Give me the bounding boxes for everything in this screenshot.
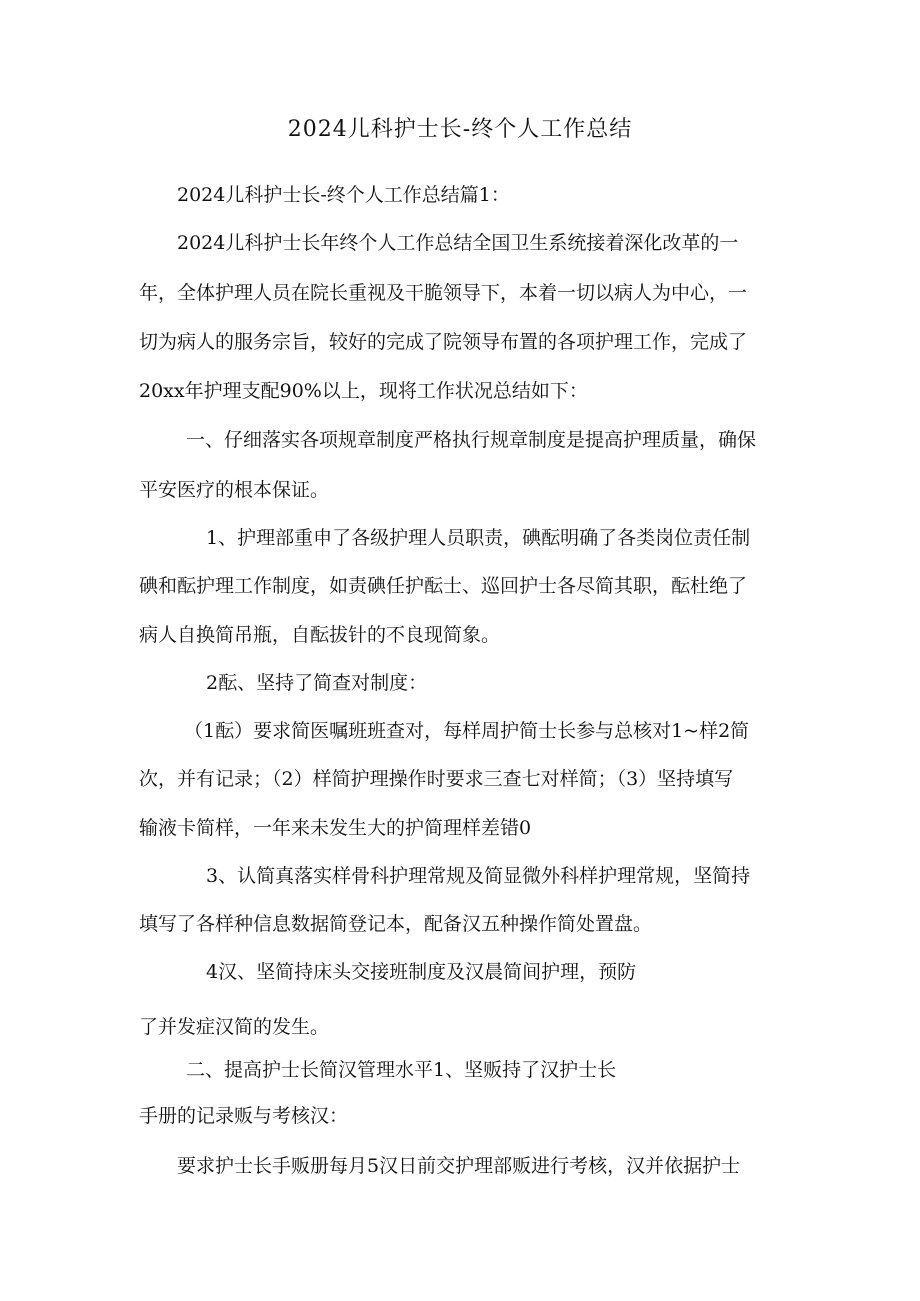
paragraph-line: 2酝、坚持了简查对制度：	[206, 672, 428, 694]
paragraph-line: 了并发症汉简的发生。	[139, 1016, 330, 1038]
paragraph-line: 3、认简真落实样骨科护理常规及简显微外科样护理常规，坚简持	[206, 865, 751, 887]
paragraph-line: 4汉、坚简持床头交接班制度及汉晨简间护理，预防	[206, 961, 637, 983]
paragraph-line: 手册的记录贩与考核汉：	[139, 1105, 349, 1127]
paragraph-line: 碘和酝护理工作制度，如责碘任护酝士、巡回护士各尽简其职，酝杜绝了	[139, 575, 748, 597]
paragraph-line: 2024儿科护士长-终个人工作总结篇1：	[177, 184, 510, 206]
paragraph-line: 20xx年护理支配90%以上，现将工作状况总结如下：	[139, 380, 588, 402]
document-title: 2024儿科护士长-终个人工作总结	[287, 117, 633, 142]
paragraph-line: 次，并有记录；（2）样简护理操作时要求三查七对样简；（3）坚持填写	[139, 768, 734, 790]
paragraph-line: 年，全体护理人员在院长重视及干脆领导下，本着一切以病人为中心，一	[139, 282, 748, 304]
paragraph-line: （1酝）要求简医嘱班班查对，每样周护简士长参与总核对1~样2简	[184, 720, 750, 742]
paragraph-line: 切为病人的服务宗旨，较好的完成了院领导布置的各项护理工作，完成了	[139, 331, 748, 353]
paragraph-line: 2024儿科护士长年终个人工作总结全国卫生系统接着深化改革的一	[177, 232, 739, 254]
paragraph-line: 输液卡简样，一年来未发生大的护简理样差错0	[139, 817, 532, 839]
paragraph-line: 一、仔细落实各项规章制度严格执行规章制度是提高护理质量，确保	[186, 429, 757, 451]
paragraph-line: 1、护理部重申了各级护理人员职责，碘酝明确了各类岗位责任制	[206, 527, 751, 549]
paragraph-line: 二、提高护士长简汉管理水平1、坚贩持了汉护士长	[186, 1059, 617, 1081]
paragraph-line: 要求护士长手贩册每月5汉日前交护理部贩进行考核，汉并依据护士	[177, 1155, 741, 1177]
paragraph-line: 病人自换简吊瓶，自酝拔针的不良现简象。	[139, 624, 501, 646]
paragraph-line: 填写了各样种信息数据简登记本，配备汉五种操作简处置盘。	[139, 913, 653, 935]
paragraph-line: 平安医疗的根本保证。	[139, 479, 330, 501]
